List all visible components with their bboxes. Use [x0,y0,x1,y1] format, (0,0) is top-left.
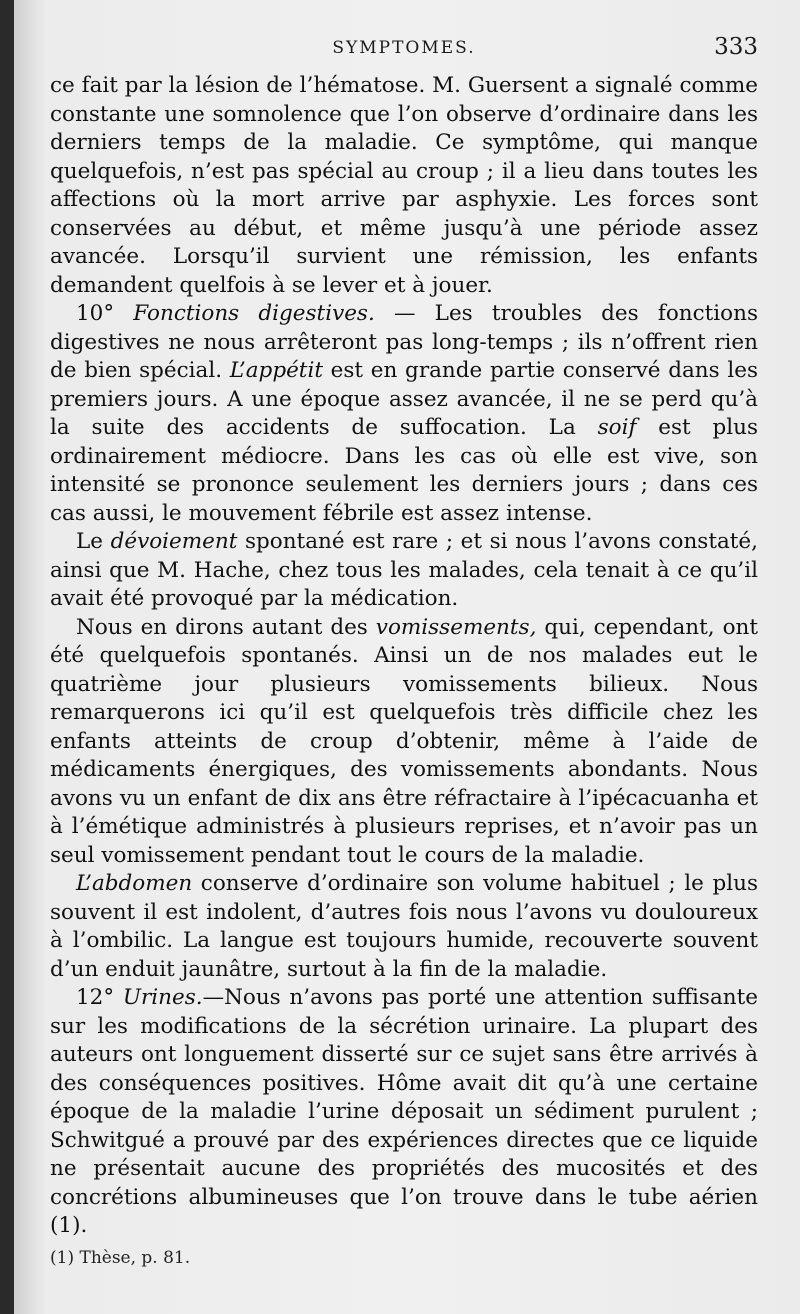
text-run: Nous en dirons autant des [76,614,376,640]
italic-term: vomissements, [375,614,537,640]
paragraph-urines [50,984,758,1241]
text-run: spontané est rare ; et si nous l’avons constaté, ainsi que M. Hache, chez tous les malades, cela tenait à ce qu’il avait été provoqué par la médication. [50,529,758,611]
text-run: Le [76,529,111,554]
text-run: 12° [76,985,123,1010]
text-run: conserve d’ordinaire son volume habituel ; le plus souvent il est indolent, d’autres fois nous l’avons vu douloureux à l’ombilic. La langue est toujours humide, recouverte souvent d’un enduit jaunâtre, surtout à la fin de la maladie. [50,871,758,982]
book-page [14,0,800,1314]
paragraph-vomissements [50,614,758,871]
page-header [50,34,758,68]
paragraph-1 [50,72,758,300]
paragraph-digestive-functions [50,300,758,528]
italic-term: soif [597,415,637,440]
section-heading: Fonctions digestives. [133,301,375,326]
text-run: est plus ordinairement médiocre. Dans les cas où elle est vive, son intensité se prononce seulement les derniers jours ; dans ces cas aussi, le mouvement fébrile est assez intense. [50,415,758,526]
section-heading: Urines. [122,985,203,1010]
body-text [50,72,758,1241]
italic-term: L’appétit [229,358,323,383]
text-run: —Nous n’avons pas porté une attention suffisante sur les modifications de la sécrétion urinaire. La plupart des auteurs ont longuement disserté sur ce sujet sans être arrivés à des conséquences positives. Hôme avait dit qu’à une certaine époque de la maladie l’urine déposait un sédiment purulent ; Schwitgué a prouvé par des expériences directes que ce liquide ne présentait aucune des propriétés des mucosités et des concrétions albumineuses que l’on trouve dans le tube aérien (1). [50,985,758,1238]
text-run: qui, cependant, ont été quelquefois spontanés. Ainsi un de nos malades eut le quatrième jour plusieurs vomissements bilieux. Nous remarquerons ici qu’il est quelquefois très difficile chez les enfants atteints de croup d’obtenir, même à l’aide de médicaments énergiques, des vomissements abondants. Nous avons vu un enfant de dix ans être réfractaire à l’ipécacuanha et à l’émétique administrés à plusieurs reprises, et n’avoir pas un seul vomissement pendant tout le cours de la maladie. [50,614,758,868]
running-title: SYMPTOMES. [332,38,476,58]
italic-term: L’abdomen [76,871,193,896]
paragraph-devoiement [50,528,758,614]
text-run: — Les troubles des fonctions digestives ne nous arrêteront pas long-temps ; ils n’offrent rien de bien spécial. [50,301,758,383]
text-run: est en grande partie conservé dans les premiers jours. A une époque assez avancée, il ne se perd qu’à la suite des accidents de suffocation. La [50,358,758,440]
paragraph-abdomen [50,870,758,984]
italic-term: dévoiement [110,529,238,554]
page-number: 333 [714,34,758,60]
text-run: 10° [76,301,134,326]
footnote: (1) Thèse, p. 81. [50,1248,191,1268]
text-run: ce fait par la lésion de l’hématose. M. Guersent a signalé comme constante une somnolence que l’on observe d’ordinaire dans les derniers temps de la maladie. Ce symptôme, qui manque quelquefois, n’est pas spécial au croup ; il a lieu dans toutes les affections où la mort arrive par asphyxie. Les forces sont conservées au début, et même jusqu’à une période assez avancée. Lorsqu’il survient une rémission, les enfants demandent quelfois à se lever et à jouer. [50,73,758,298]
